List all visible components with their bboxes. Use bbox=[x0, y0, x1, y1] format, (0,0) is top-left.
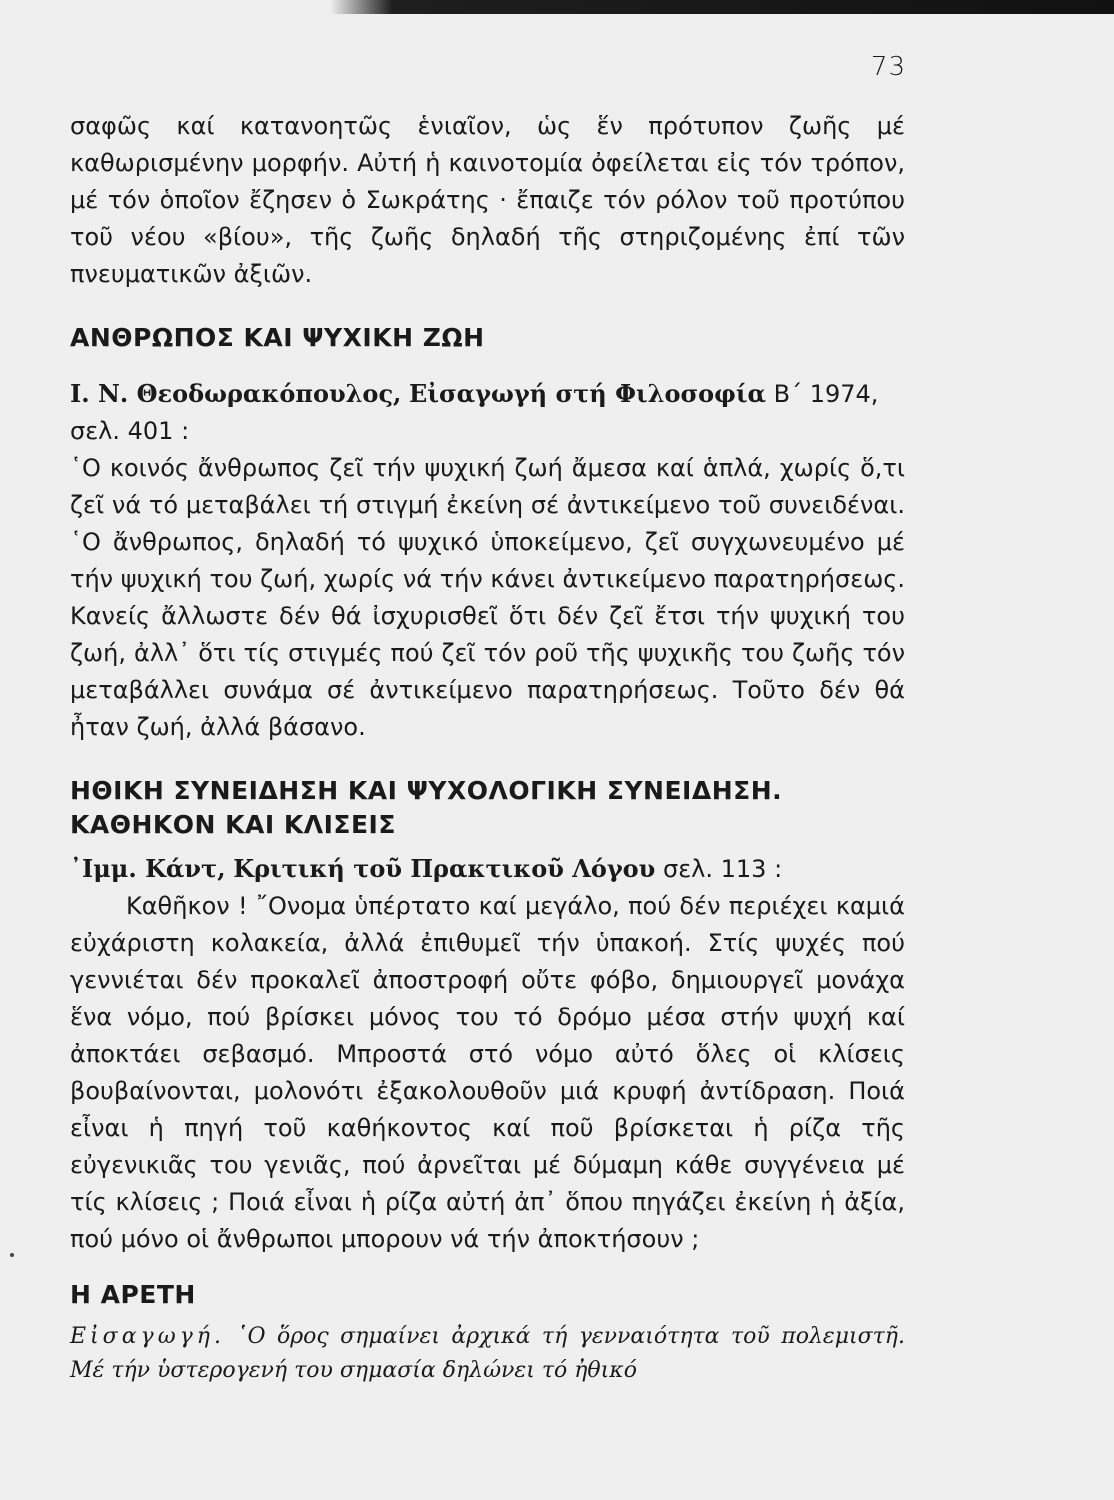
section3-heading-line1: ΗΘΙΚΗ ΣΥΝΕΙΔΗΣΗ ΚΑΙ ΨΥΧΟΛΟΓΙΚΗ ΣΥΝΕΙΔΗΣΗ. bbox=[70, 776, 783, 805]
page-number: 73 bbox=[870, 52, 906, 82]
section2-heading: ΑΝΘΡΩΠΟΣ ΚΑΙ ΨΥΧΙΚΗ ΖΩΗ bbox=[70, 323, 485, 352]
section1-text: σαφῶς καί κατανοητῶς ἑνιαῖον, ὡς ἕν πρότυπον ζωῆς μέ καθωρισμένην μορφήν. Αὐτή ἡ καινοτομία ὀφείλεται εἰς τόν τρόπον, μέ τόν ὁποῖον ἔζησεν ὁ Σωκράτης · ἔπαιζε τόν ρόλον τοῦ προτύπου τοῦ νέου «βίου», τῆς ζωῆς δηλαδή τῆς στηριζομένης ἐπί τῶν πνευματικῶν ἀξιῶν. bbox=[70, 112, 905, 288]
section2-reference bbox=[70, 375, 905, 450]
scan-edge-shadow bbox=[330, 0, 1114, 14]
intro-word: Εἰσαγωγή. bbox=[70, 1324, 225, 1349]
reference-author: ᾿Ιμμ. Κάντ, bbox=[70, 854, 226, 883]
reference-author: Ι. Ν. Θεοδωρακόπουλος, bbox=[70, 379, 402, 408]
reference-title: Κριτική τοῦ Πρακτικοῦ Λόγου bbox=[233, 854, 656, 883]
reference-title: Εἰσαγωγή στή Φιλοσοφία bbox=[409, 379, 766, 408]
section2-text: ῾Ο κοινός ἄνθρωπος ζεῖ τήν ψυχική ζωή ἄμεσα καί ἁπλά, χωρίς ὅ,τι ζεῖ νά τό μεταβάλει τή στιγμή ἐκείνη σέ ἀντικείμενο τοῦ συνειδέναι. ῾Ο ἄνθρωπος, δηλαδή τό ψυχικό ὑποκείμενο, ζεῖ συγχωνευμένο μέ τήν ψυχική του ζωή, χωρίς νά τήν κάνει ἀντικείμενο παρατηρήσεως. Κανείς ἄλλωστε δέν θά ἰσχυρισθεῖ ὅτι δέν ζεῖ ἔτσι τήν ψυχική του ζωή, ἀλλ᾿ ὅτι τίς στιγμές πού ζεῖ τόν ροῦ τῆς ψυχικῆς του ζωῆς τόν μεταβάλλει συνάμα σέ ἀντικείμενο παρατηρήσεως. Τοῦτο δέν θά ἦταν ζωή, ἀλλά βάσανο. bbox=[70, 454, 905, 741]
section4-body: ῾Ο ὅρος σημαίνει ἀρχικά τή γενναιότητα τοῦ πολεμιστῆ. Μέ τήν ὑστερογενή του σημασία δηλώνει τό ἠθικό bbox=[70, 1324, 905, 1383]
margin-mark bbox=[10, 1253, 14, 1257]
page-content bbox=[70, 108, 905, 1388]
reference-details: σελ. 113 : bbox=[662, 855, 783, 883]
section3-text: Καθῆκον ! ῎Ονομα ὑπέρτατο καί μεγάλο, πού δέν περιέχει καμιά εὐχάριστη κολακεία, ἀλλά ἐπιθυμεῖ τήν ὑπακοή. Στίς ψυχές πού γεννιέται δέν προκαλεῖ ἀποστροφή οὔτε φόβο, δημιουργεῖ μονάχα ἕνα νόμο, πού βρίσκει μόνος του τό δρόμο μέσα στήν ψυχή καί ἀποκτάει σεβασμό. Μπροστά στό νόμο αὐτό ὅλες οἱ κλίσεις βουβαίνονται, μολονότι ἐξακολουθοῦν μιά κρυφή ἀντίδραση. Ποιά εἶναι ἡ πηγή τοῦ καθήκοντος καί ποῦ βρίσκεται ἡ ρίζα τῆς εὐγενικιᾶς του γενιᾶς, πού ἀρνεῖται μέ δύμαμη κάθε συγγένεια μέ τίς κλίσεις ; Ποιά εἶναι ἡ ρίζα αὐτή ἀπ᾿ ὅπου πηγάζει ἐκείνη ἡ ἀξία, πού μόνο οἱ ἄνθρωποι μπορουν νά τήν ἀποκτήσουν ; bbox=[70, 892, 905, 1253]
section4-text bbox=[70, 1320, 905, 1388]
section3-reference bbox=[70, 850, 905, 888]
reference-details: Β΄ 1974, σελ. 401 : bbox=[70, 380, 879, 445]
section3-heading-line2: ΚΑΘΗΚΟΝ ΚΑΙ ΚΛΙΣΕΙΣ bbox=[70, 810, 396, 839]
section4-heading: Η ΑΡΕΤΗ bbox=[70, 1280, 196, 1309]
